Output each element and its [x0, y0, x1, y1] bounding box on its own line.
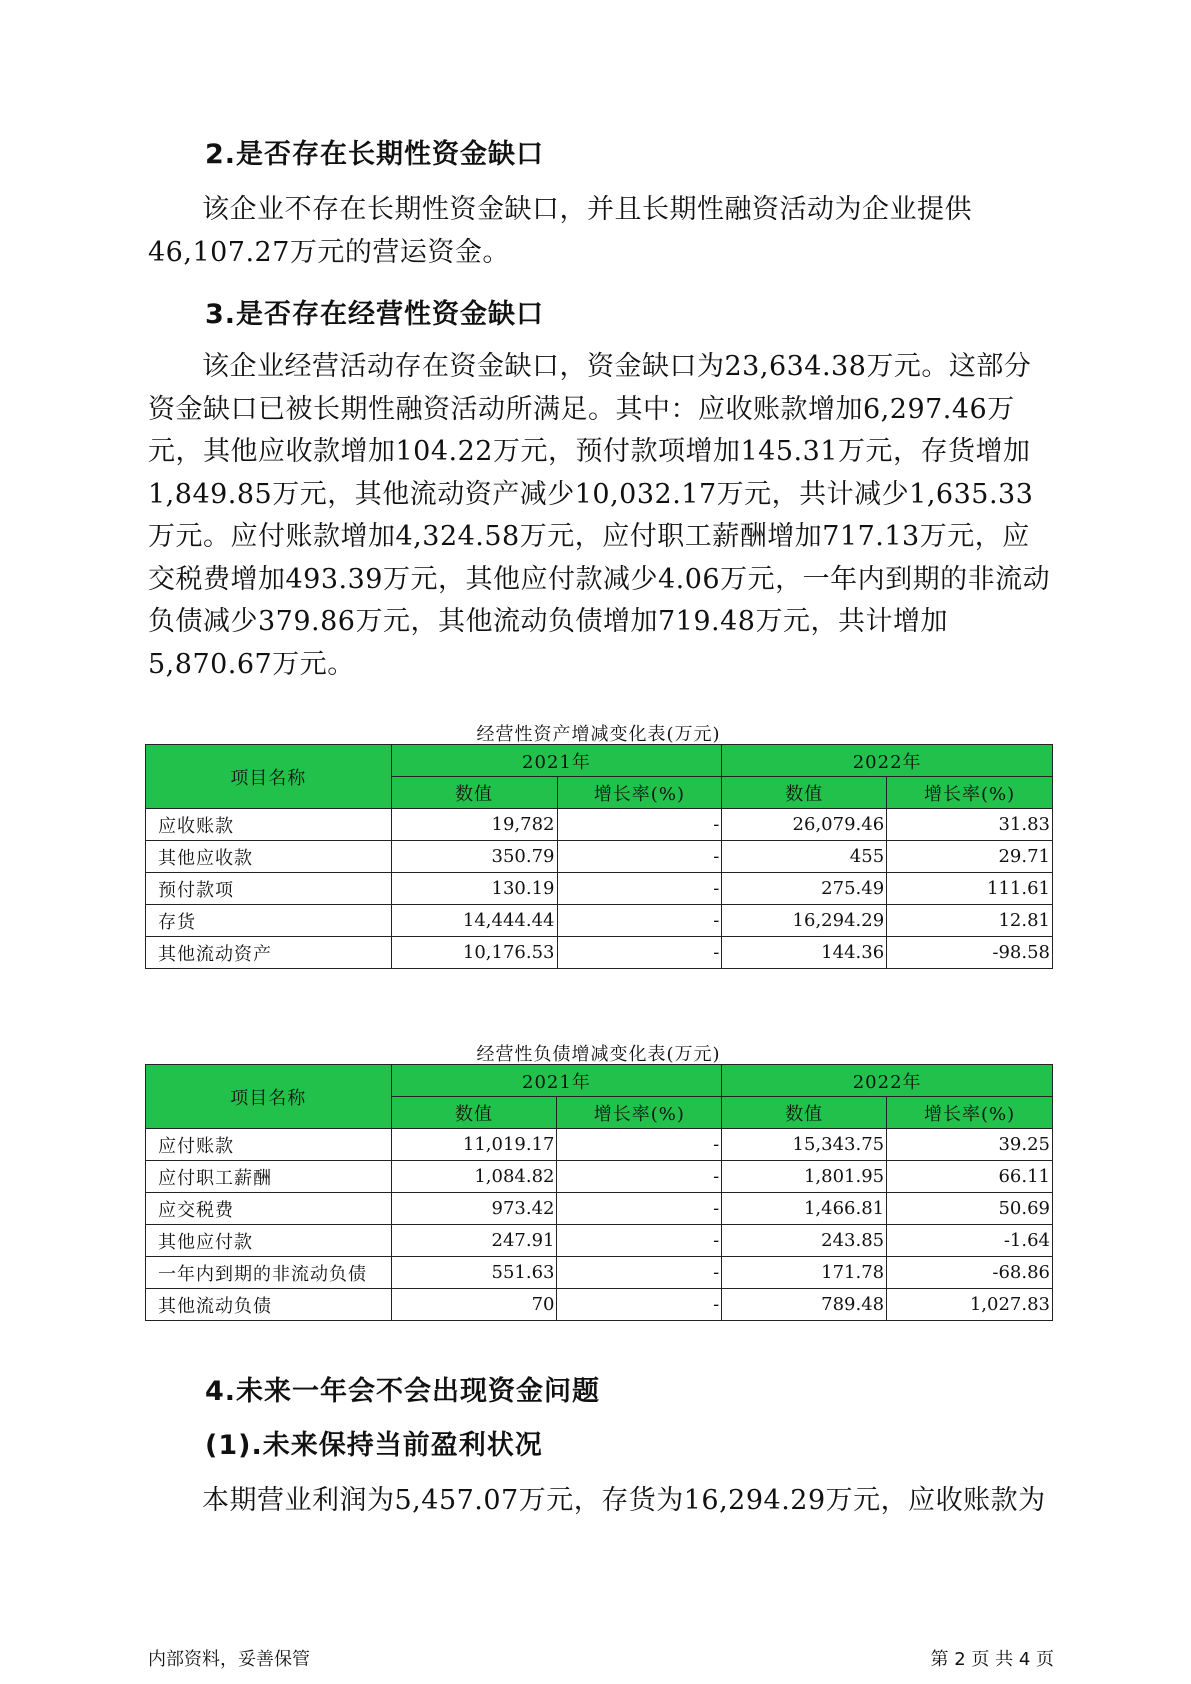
growth-2022: -68.86: [887, 1257, 1053, 1289]
footer-confidential-note: 内部资料，妥善保管: [148, 1649, 310, 1670]
row-name: 应收账款: [146, 809, 392, 841]
value-2021: 130.19: [391, 873, 557, 905]
section-heading-long-term-gap: 2.是否存在长期性资金缺口: [205, 139, 545, 170]
value-2021: 11,019.17: [391, 1129, 557, 1161]
table-row: [146, 937, 1053, 969]
growth-2021: -: [557, 1129, 722, 1161]
growth-2022: 111.61: [887, 873, 1053, 905]
growth-2022: 29.71: [887, 841, 1053, 873]
growth-2022: 39.25: [887, 1129, 1053, 1161]
value-2022: 144.36: [722, 937, 887, 969]
section-heading-operating-gap: 3.是否存在经营性资金缺口: [205, 299, 545, 330]
value-2022: 243.85: [722, 1225, 887, 1257]
row-name: 一年内到期的非流动负债: [146, 1257, 392, 1289]
asset-table-caption: 经营性资产增减变化表(万元): [476, 724, 721, 745]
paragraph-long-term-gap: 该企业不存在长期性资金缺口，并且长期性融资活动为企业提供46,107.27万元的营运资金。: [148, 194, 972, 268]
paragraph-future-funding: 本期营业利润为5,457.07万元，存货为16,294.29万元，应收账款为: [202, 1485, 1046, 1516]
growth-2021: -: [557, 841, 722, 873]
growth-2021: -: [557, 1193, 722, 1225]
header-growth-2022: 增长率(%): [887, 1097, 1053, 1129]
table-row: [146, 1225, 1053, 1257]
growth-2022: 12.81: [887, 905, 1053, 937]
header-growth-2022: 增长率(%): [887, 777, 1053, 809]
row-name: 应付职工薪酬: [146, 1161, 392, 1193]
row-name: 存货: [146, 905, 392, 937]
asset-change-table: [145, 744, 1053, 969]
row-name: 其他应付款: [146, 1225, 392, 1257]
header-item-name: 项目名称: [146, 1065, 392, 1129]
header-value-2022: 数值: [722, 1097, 887, 1129]
growth-2021: -: [557, 937, 722, 969]
table-row: [146, 905, 1053, 937]
table-row: [146, 841, 1053, 873]
paragraph-operating-gap: 该企业经营活动存在资金缺口，资金缺口为23,634.38万元。这部分资金缺口已被长期性融资活动所满足。其中：应收账款增加6,297.46万元，其他应收款增加104.22万元，预付款项增加145.31万元，存货增加1,849.85万元，其他流动资产减少10,032.17万元，共计减少1,635.33万元。应付账款增加4,324.58万元，应付职工薪酬增加717.13万元，应交税费增加493.39万元，其他应付款减少4.06万元，一年内到期的非流动负债减少379.86万元，其他流动负债增加719.48万元，共计增加5,870.67万元。: [148, 351, 1051, 680]
value-2021: 14,444.44: [391, 905, 557, 937]
liability-table-caption: 经营性负债增减变化表(万元): [476, 1044, 721, 1065]
section-heading-future-funding: 4.未来一年会不会出现资金问题: [205, 1376, 601, 1407]
growth-2021: -: [557, 1289, 722, 1321]
growth-2021: -: [557, 1257, 722, 1289]
row-name: 其他流动资产: [146, 937, 392, 969]
growth-2022: 1,027.83: [887, 1289, 1053, 1321]
growth-2021: -: [557, 809, 722, 841]
value-2022: 26,079.46: [722, 809, 887, 841]
growth-2021: -: [557, 1161, 722, 1193]
growth-2021: -: [557, 1225, 722, 1257]
value-2021: 10,176.53: [391, 937, 557, 969]
value-2021: 1,084.82: [391, 1161, 557, 1193]
value-2022: 16,294.29: [722, 905, 887, 937]
value-2022: 15,343.75: [722, 1129, 887, 1161]
value-2021: 551.63: [391, 1257, 557, 1289]
header-item-name: 项目名称: [146, 745, 392, 809]
value-2022: 171.78: [722, 1257, 887, 1289]
value-2021: 247.91: [391, 1225, 557, 1257]
header-year-2022: 2022年: [722, 745, 1053, 777]
growth-2022: -98.58: [887, 937, 1053, 969]
value-2022: 789.48: [722, 1289, 887, 1321]
table-row: [146, 1129, 1053, 1161]
value-2022: 1,801.95: [722, 1161, 887, 1193]
value-2021: 70: [391, 1289, 557, 1321]
growth-2021: -: [557, 905, 722, 937]
row-name: 预付款项: [146, 873, 392, 905]
value-2021: 350.79: [391, 841, 557, 873]
value-2021: 973.42: [391, 1193, 557, 1225]
value-2021: 19,782: [391, 809, 557, 841]
growth-2022: -1.64: [887, 1225, 1053, 1257]
header-value-2021: 数值: [391, 777, 557, 809]
table-row: [146, 809, 1053, 841]
growth-2022: 66.11: [887, 1161, 1053, 1193]
header-value-2022: 数值: [722, 777, 887, 809]
header-year-2021: 2021年: [391, 745, 722, 777]
footer-page-number: 第 2 页 共 4 页: [930, 1649, 1054, 1670]
table-row: [146, 873, 1053, 905]
row-name: 应付账款: [146, 1129, 392, 1161]
value-2022: 1,466.81: [722, 1193, 887, 1225]
header-value-2021: 数值: [391, 1097, 557, 1129]
row-name: 其他流动负债: [146, 1289, 392, 1321]
growth-2022: 31.83: [887, 809, 1053, 841]
value-2022: 275.49: [722, 873, 887, 905]
growth-2022: 50.69: [887, 1193, 1053, 1225]
header-year-2021: 2021年: [391, 1065, 722, 1097]
liability-change-table: [145, 1064, 1053, 1321]
table-row: [146, 1161, 1053, 1193]
table-row: [146, 1257, 1053, 1289]
growth-2021: -: [557, 873, 722, 905]
row-name: 其他应收款: [146, 841, 392, 873]
value-2022: 455: [722, 841, 887, 873]
table-row: [146, 1193, 1053, 1225]
header-growth-2021: 增长率(%): [557, 777, 722, 809]
subsection-heading-current-profitability: (1).未来保持当前盈利状况: [205, 1430, 543, 1461]
table-row: [146, 1289, 1053, 1321]
header-growth-2021: 增长率(%): [557, 1097, 722, 1129]
header-year-2022: 2022年: [722, 1065, 1053, 1097]
row-name: 应交税费: [146, 1193, 392, 1225]
